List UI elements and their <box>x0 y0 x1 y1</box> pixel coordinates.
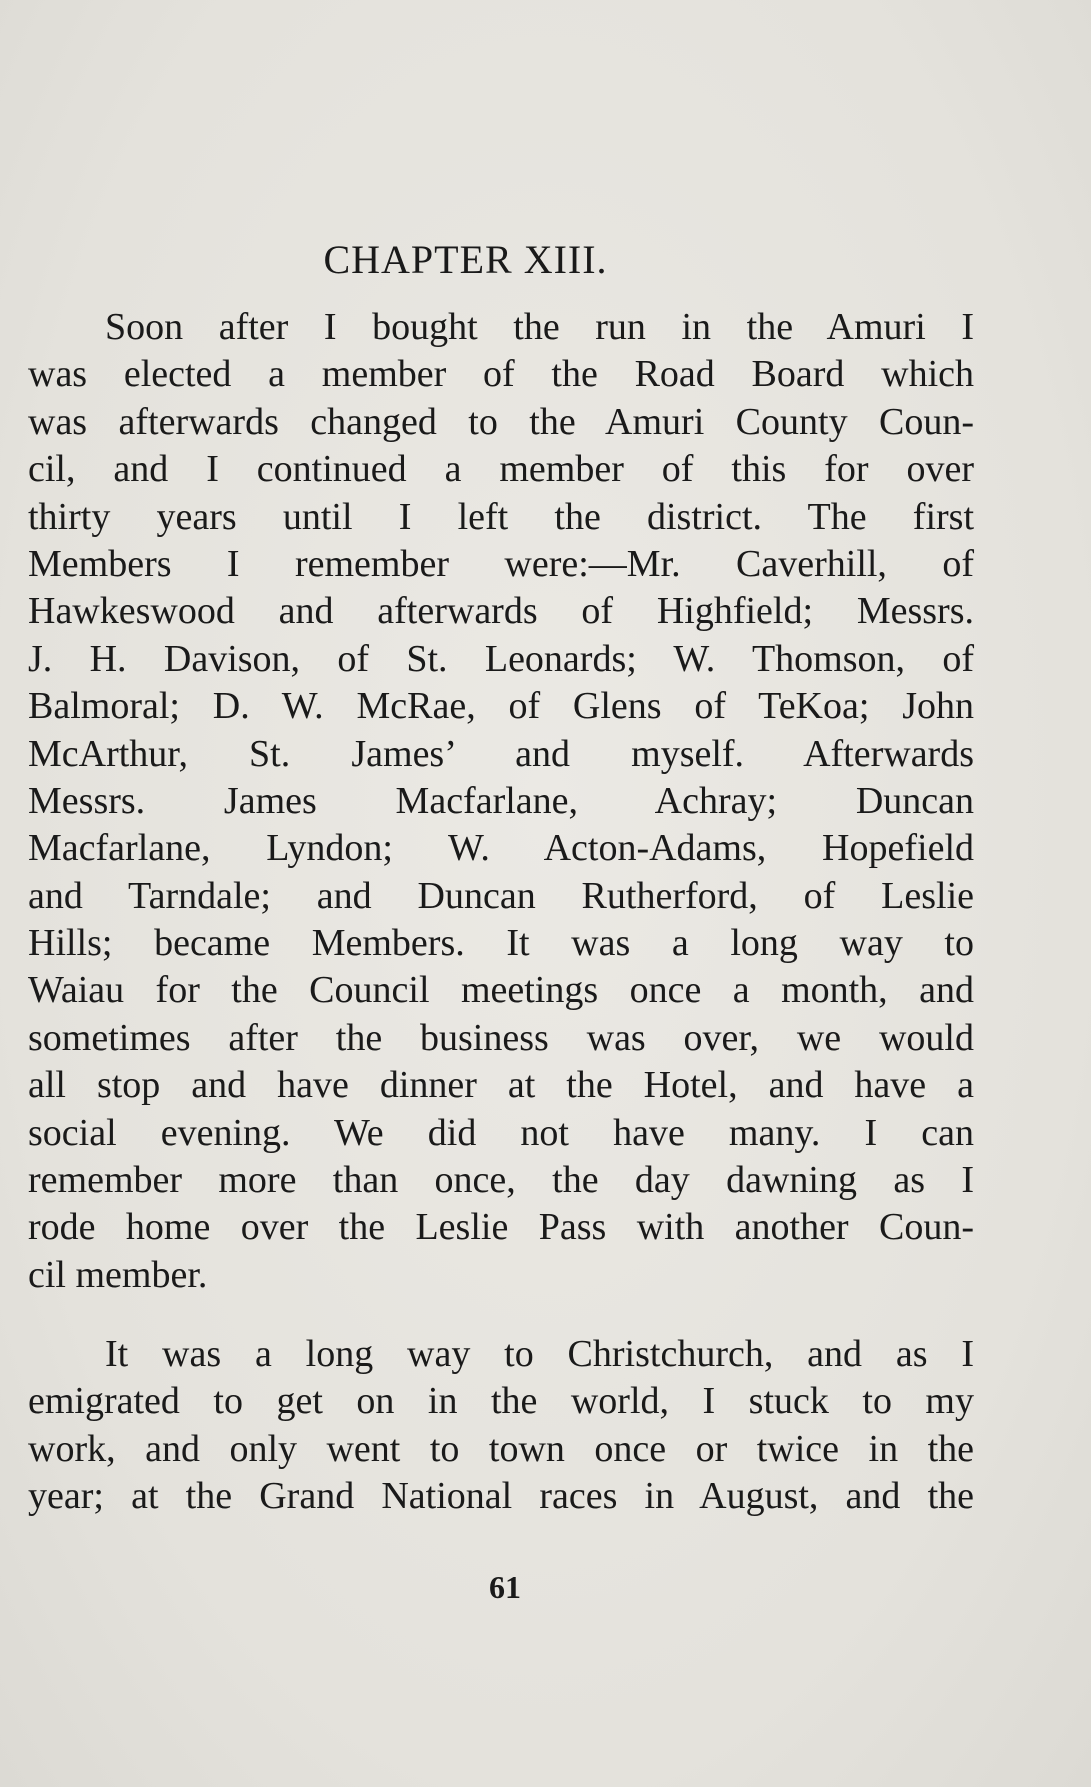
text-line: social evening. We did not have many. I can <box>28 1111 974 1154</box>
text-line: sometimes after the business was over, we would <box>28 1016 974 1059</box>
text-line: Members I remember were:—Mr. Caverhill, of <box>28 542 974 585</box>
text-line: Soon after I bought the run in the Amuri I <box>105 306 974 348</box>
page-number: 61 <box>489 1569 521 1605</box>
text-line: year; at the Grand National races in August, and the <box>28 1475 974 1518</box>
text-line: Hawkeswood and afterwards of Highfield; Messrs. <box>28 590 974 633</box>
text-line: thirty years until I left the district. The first <box>28 495 974 538</box>
text-line: cil, and I continued a member of this for over <box>28 448 974 491</box>
text-line: and Tarndale; and Duncan Rutherford, of Leslie <box>28 874 974 917</box>
text-line: Messrs. James Macfarlane, Achray; Duncan <box>28 779 974 822</box>
text-line: It was a long way to Christchurch, and as I <box>105 1333 974 1375</box>
text-line: was afterwards changed to the Amuri County Coun- <box>28 400 974 443</box>
text-line: J. H. Davison, of St. Leonards; W. Thomson, of <box>28 637 974 680</box>
text-line: Hills; became Members. It was a long way to <box>28 922 974 965</box>
text-line: Waiau for the Council meetings once a month, and <box>28 969 974 1012</box>
text-line: rode home over the Leslie Pass with another Coun- <box>28 1206 974 1249</box>
paragraph-2 <box>28 1331 974 1521</box>
text-line: work, and only went to town once or twice in the <box>28 1427 974 1470</box>
paragraph-1 <box>28 304 974 1299</box>
text-line: was elected a member of the Road Board which <box>28 353 974 396</box>
chapter-title: CHAPTER XIII. <box>323 237 608 282</box>
text-line: Balmoral; D. W. McRae, of Glens of TeKoa; John <box>28 685 974 728</box>
text-line: emigrated to get on in the world, I stuck to my <box>28 1380 974 1423</box>
text-line: McArthur, St. James’ and myself. Afterwards <box>28 732 974 775</box>
text-line: Macfarlane, Lyndon; W. Acton-Adams, Hopefield <box>28 827 974 870</box>
text-line: all stop and have dinner at the Hotel, and have a <box>28 1064 974 1107</box>
text-line: remember more than once, the day dawning as I <box>28 1159 974 1202</box>
text-line: cil member. <box>28 1253 208 1296</box>
